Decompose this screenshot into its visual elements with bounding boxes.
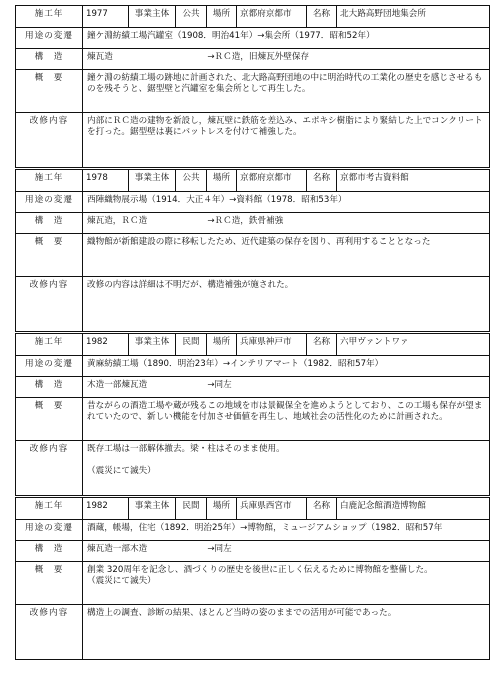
renovation-label: 改修内容 (16, 605, 83, 659)
entity-label: 事業主体 (129, 6, 176, 27)
structure-label: 構 造 (16, 377, 83, 397)
renovation-value: 改修の内容は詳細は不明だが、構造補強が施された。 (87, 280, 294, 290)
structure-value: 煉瓦造 →ＲＣ造，旧煉瓦外壁保存 (87, 52, 310, 62)
renovation-label: 改修内容 (16, 277, 83, 331)
renovation-value: 構造上の調査、診断の結果、ほとんど当時の姿のままでの活用が可能であった。 (87, 608, 397, 618)
year-value: 1978 (83, 170, 129, 191)
use-change-value: 西陣織物展示場（1914．大正４年）→資料館（1978．昭和53年） (87, 195, 347, 205)
entity-value: 民間 (176, 334, 207, 355)
summary-row (16, 397, 489, 440)
structure-value: 煉瓦造一部木造 →同左 (87, 544, 232, 554)
record-sheet (15, 5, 490, 661)
renovation-row (16, 276, 489, 331)
summary-label: 概 要 (16, 398, 83, 440)
name-value: 北大路高野団地集会所 (340, 9, 426, 19)
renovation-label: 改修内容 (16, 113, 83, 167)
entity-value: 民間 (176, 498, 207, 519)
renovation-row (16, 112, 489, 167)
place-value: 兵庫県神戸市 (237, 334, 307, 355)
summary-label: 概 要 (16, 234, 83, 276)
summary-label: 概 要 (16, 562, 83, 604)
year-label: 施工年 (16, 334, 83, 355)
summary-row (16, 561, 489, 604)
record-4 (15, 497, 490, 660)
use-change-value: 酒蔵，帳場，住宅（1892．明治25年）→博物館，ミュージアムショップ（1982．昭和57年 (87, 523, 443, 533)
structure-label: 構 造 (16, 541, 83, 561)
structure-row (16, 48, 489, 69)
structure-row (16, 212, 489, 233)
year-value: 1977 (83, 6, 129, 27)
summary-value: 昔ながらの酒造工場や蔵が残るこの地域を市は景観保全を進めようとしており、この工場も保存が望まれていたので、新しい機能を付加させ価値を再生し、地域社会の活性化のために計画された。 (87, 401, 483, 422)
record-header (16, 334, 489, 355)
year-value: 1982 (83, 498, 129, 519)
summary-value: 創業 320周年を記念し、酒づくりの歴史を後世に正しく伝えるために博物館を整備した。 （震災にて滅失） (87, 565, 433, 586)
name-value: 京都市考古資料館 (340, 173, 409, 183)
renovation-label: 改修内容 (16, 441, 83, 495)
structure-label: 構 造 (16, 49, 83, 69)
structure-label: 構 造 (16, 213, 83, 233)
summary-row (16, 69, 489, 112)
use-change-label: 用途の変遷 (16, 356, 83, 376)
entity-label: 事業主体 (129, 170, 176, 191)
use-change-value: 鐘ケ淵紡績工場汽罐室（1908．明治41年）→集会所（1977．昭和52年） (87, 31, 375, 41)
name-value: 六甲ヴァントワァ (340, 337, 409, 347)
use-change-label: 用途の変遷 (16, 192, 83, 212)
summary-label: 概 要 (16, 70, 83, 112)
name-label: 名称 (307, 498, 337, 519)
renovation-row (16, 440, 489, 495)
record-header (16, 6, 489, 27)
record-2 (15, 169, 490, 332)
use-change-row (16, 191, 489, 212)
year-label: 施工年 (16, 6, 83, 27)
use-change-label: 用途の変遷 (16, 28, 83, 48)
use-change-row (16, 27, 489, 48)
structure-value: 木造一部煉瓦造 →同左 (87, 380, 232, 390)
summary-value: 鐘ケ淵の紡績工場の跡地に計画された、北大路高野団地の中に明治時代の工業化の歴史を感じさせるものを残そうと、鋸型壁と汽罐室を集会所として再生した。 (87, 73, 483, 94)
summary-row (16, 233, 489, 276)
place-label: 場所 (207, 6, 237, 27)
entity-label: 事業主体 (129, 334, 176, 355)
entity-value: 公共 (176, 6, 207, 27)
use-change-row (16, 519, 489, 540)
place-value: 京都府京都市 (237, 6, 307, 27)
use-change-label: 用途の変遷 (16, 520, 83, 540)
use-change-row (16, 355, 489, 376)
place-label: 場所 (207, 170, 237, 191)
entity-value: 公共 (176, 170, 207, 191)
place-label: 場所 (207, 334, 237, 355)
record-header (16, 170, 489, 191)
entity-label: 事業主体 (129, 498, 176, 519)
record-1 (15, 5, 490, 168)
year-value: 1982 (83, 334, 129, 355)
name-label: 名称 (307, 334, 337, 355)
year-label: 施工年 (16, 170, 83, 191)
record-header (16, 498, 489, 519)
renovation-value: 内部にＲＣ造の建物を新設し，煉瓦壁に鉄筋を差込み、エポキシ樹脂により緊結した上でコンクリートを打った。鋸型壁は裏にバットレスを付けて補強した。 (87, 116, 483, 137)
summary-value: 織物館が新館建設の際に移転したため、近代建築の保存を図り、再利用することとなった (87, 237, 431, 247)
structure-value: 煉瓦造，ＲＣ造 →ＲＣ造，鉄骨補強 (87, 216, 284, 226)
renovation-row (16, 604, 489, 659)
name-value: 白鹿記念館酒造博物館 (340, 501, 426, 511)
place-label: 場所 (207, 498, 237, 519)
renovation-value: 既存工場は一部解体撤去。梁・柱はそのまま使用。 （震災にて滅失） (87, 444, 285, 476)
structure-row (16, 540, 489, 561)
name-label: 名称 (307, 170, 337, 191)
use-change-value: 黄麻紡績工場（1890．明治23年）→インテリアマート（1982．昭和57年） (87, 359, 384, 369)
place-value: 京都府京都市 (237, 170, 307, 191)
name-label: 名称 (307, 6, 337, 27)
record-3 (15, 333, 490, 496)
structure-row (16, 376, 489, 397)
year-label: 施工年 (16, 498, 83, 519)
place-value: 兵庫県西宮市 (237, 498, 307, 519)
